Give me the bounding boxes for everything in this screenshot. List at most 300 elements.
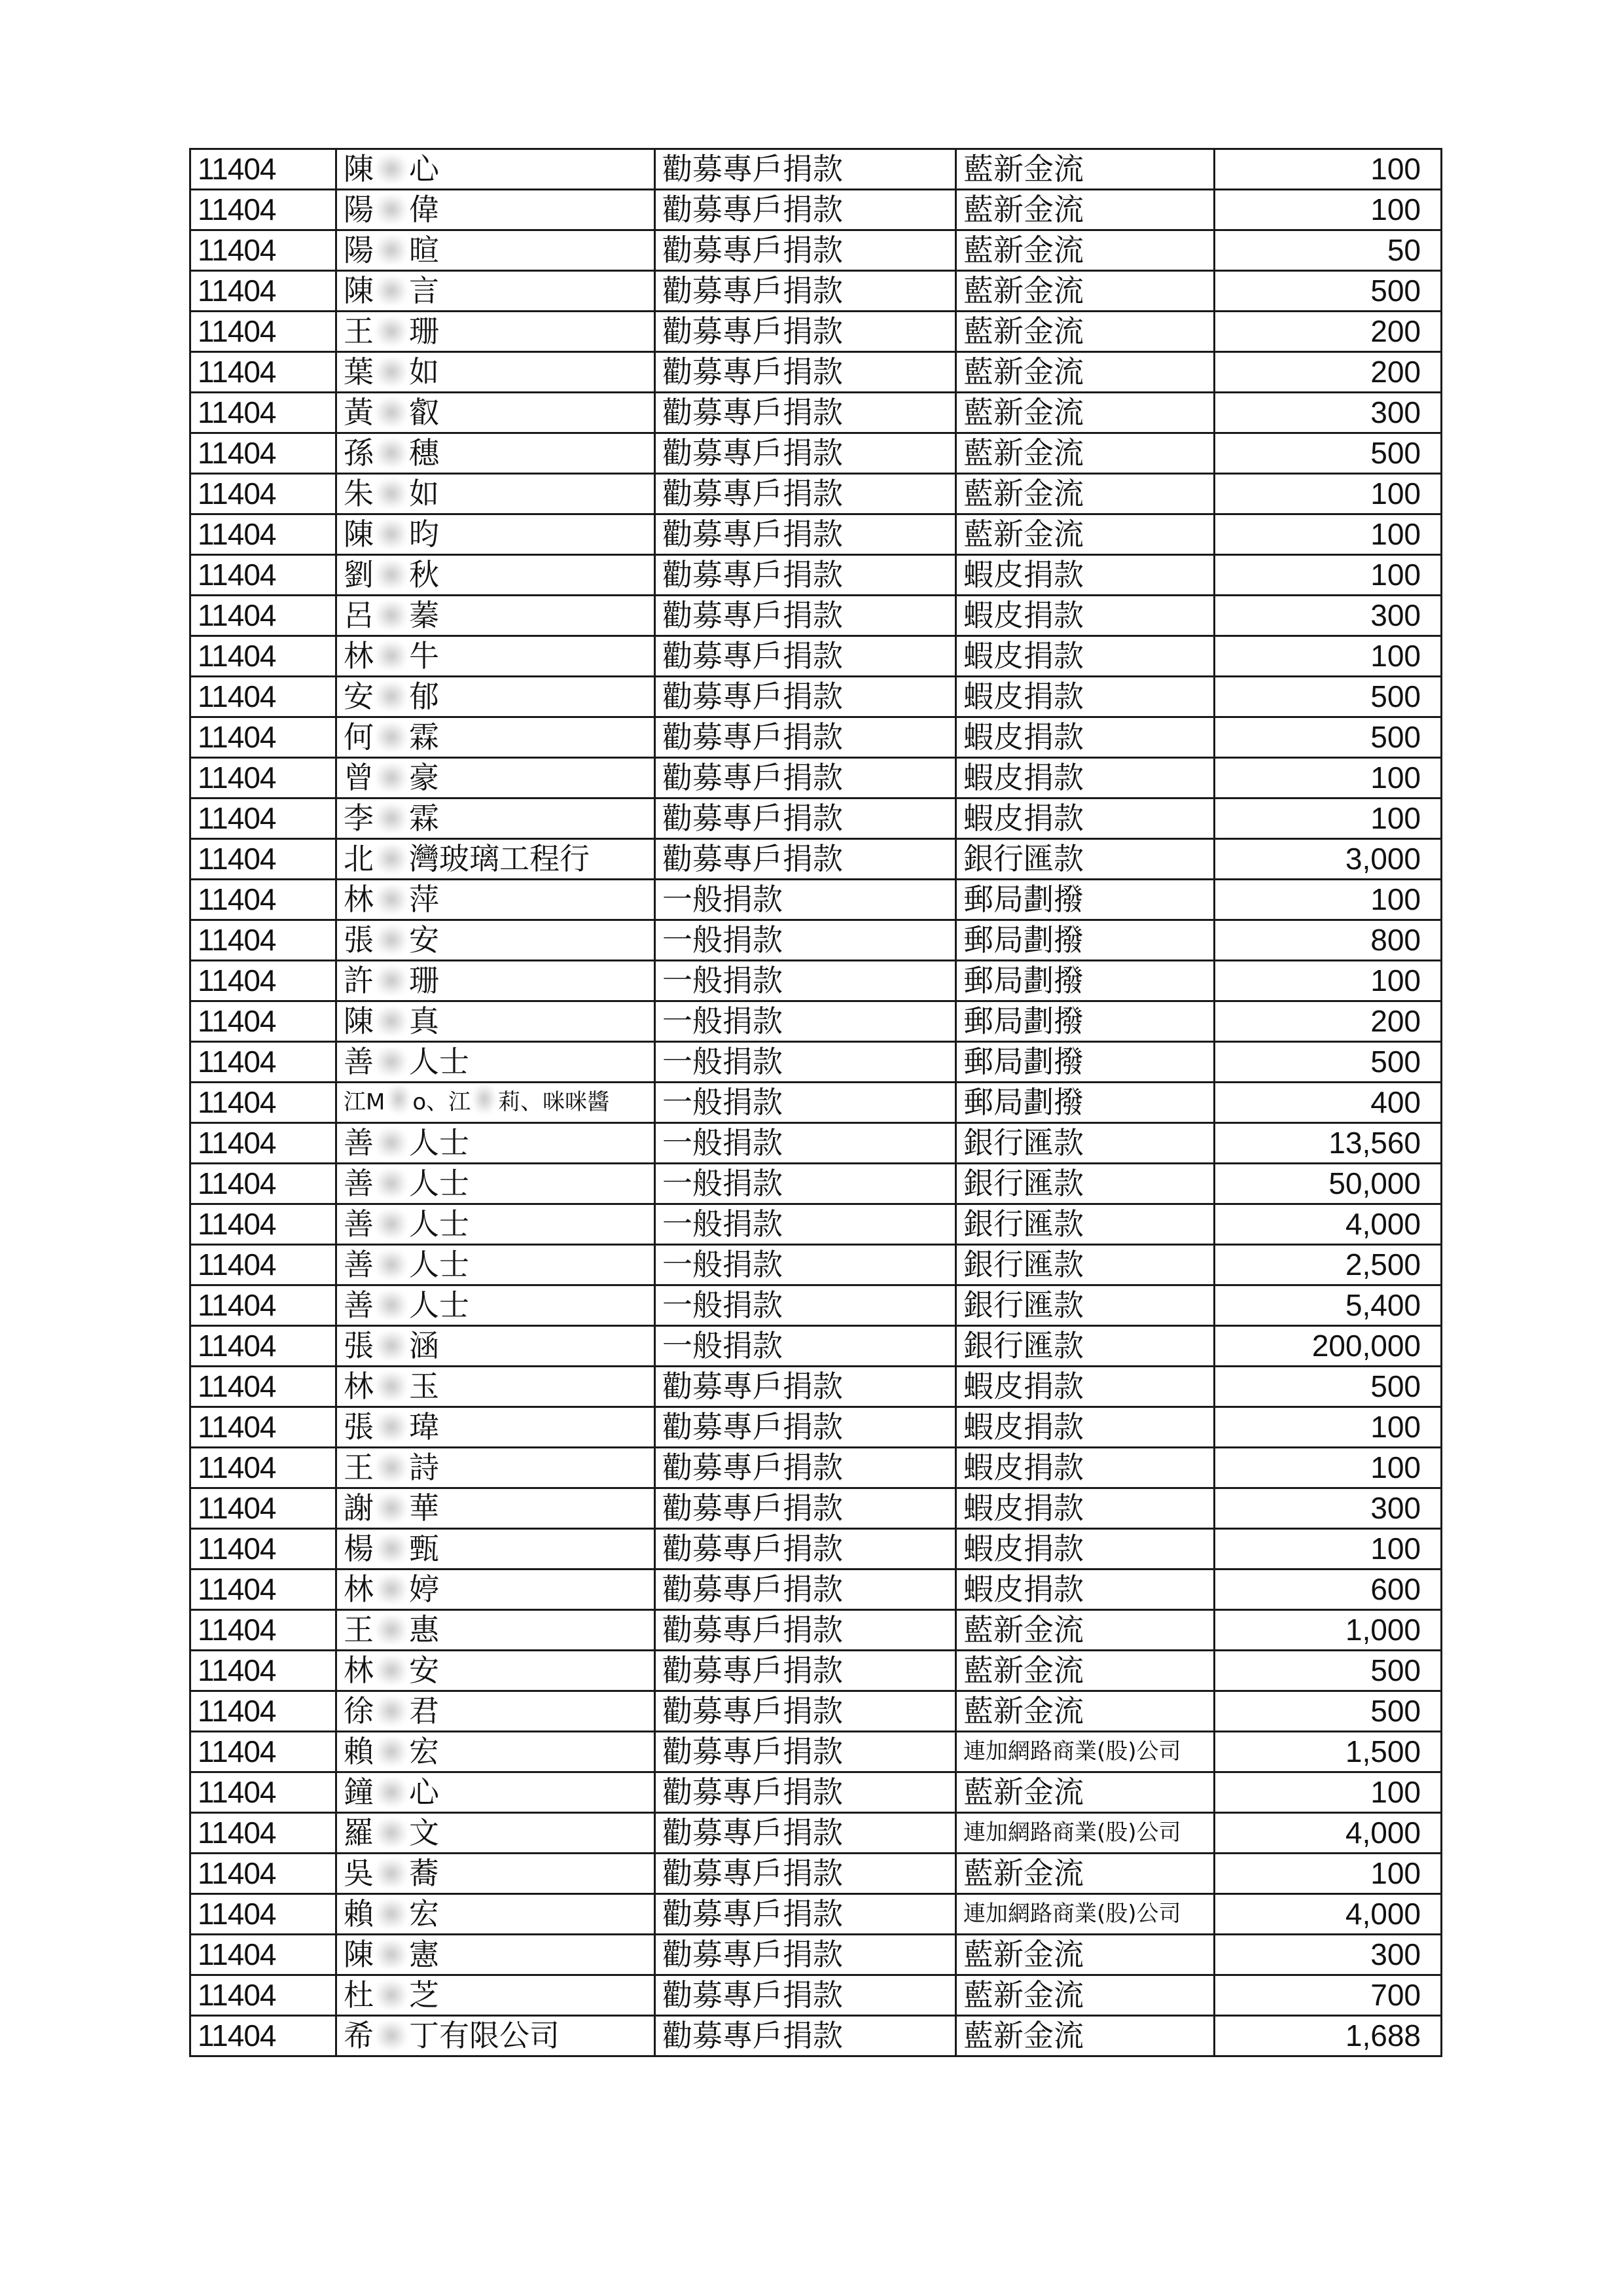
table-row bbox=[190, 1326, 1442, 1367]
period-cell: 11404 bbox=[190, 1894, 336, 1935]
donor-name-last: 芝 bbox=[409, 1977, 439, 2013]
table-row bbox=[190, 149, 1442, 190]
payment-channel-cell: 銀行匯款 bbox=[956, 1204, 1215, 1245]
table-row bbox=[190, 677, 1442, 717]
donation-type-cell: 一般捐款 bbox=[655, 961, 956, 1001]
donor-name-cell bbox=[336, 1083, 655, 1123]
donation-ledger-table bbox=[189, 148, 1442, 2057]
donor-name-cell bbox=[336, 636, 655, 677]
donor-name-cell bbox=[336, 1691, 655, 1732]
donation-type-cell: 勸募專戶捐款 bbox=[655, 798, 956, 839]
amount-cell: 50,000 bbox=[1215, 1164, 1442, 1204]
table-row bbox=[190, 839, 1442, 880]
donor-name-last: 蓁 bbox=[409, 598, 439, 633]
donor-name-cell bbox=[336, 839, 655, 880]
donation-type-cell: 一般捐款 bbox=[655, 1001, 956, 1042]
amount-cell: 100 bbox=[1215, 149, 1442, 190]
table-row bbox=[190, 1488, 1442, 1529]
donor-name-cell bbox=[336, 433, 655, 474]
donation-type-cell: 勸募專戶捐款 bbox=[655, 1691, 956, 1732]
table-row bbox=[190, 1935, 1442, 1975]
donor-name-last: 人士 bbox=[409, 1044, 469, 1079]
redaction-blur bbox=[473, 1085, 495, 1113]
donor-name-last: 如 bbox=[409, 476, 439, 511]
period-cell: 11404 bbox=[190, 717, 336, 758]
table-row bbox=[190, 271, 1442, 312]
donor-name-first: 張 bbox=[344, 922, 374, 958]
donation-type-cell: 勸募專戶捐款 bbox=[655, 555, 956, 596]
donation-type-cell: 勸募專戶捐款 bbox=[655, 758, 956, 798]
amount-cell: 100 bbox=[1215, 1448, 1442, 1488]
redaction-blur bbox=[376, 1007, 406, 1035]
period-cell: 11404 bbox=[190, 1651, 336, 1691]
donor-name-last: 人士 bbox=[409, 1125, 469, 1160]
payment-channel-cell: 蝦皮捐款 bbox=[956, 758, 1215, 798]
amount-cell: 100 bbox=[1215, 1772, 1442, 1813]
payment-channel-cell: 蝦皮捐款 bbox=[956, 1570, 1215, 1610]
table-row bbox=[190, 1529, 1442, 1570]
table-row bbox=[190, 758, 1442, 798]
redaction-blur bbox=[376, 1615, 406, 1644]
period-cell: 11404 bbox=[190, 1083, 336, 1123]
donor-name-cell bbox=[336, 190, 655, 230]
donor-name-last: 宏 bbox=[409, 1734, 439, 1769]
period-cell: 11404 bbox=[190, 1123, 336, 1164]
period-cell: 11404 bbox=[190, 636, 336, 677]
payment-channel-cell: 藍新金流 bbox=[956, 1975, 1215, 2016]
donor-name-last: 安 bbox=[409, 1653, 439, 1688]
amount-cell: 4,000 bbox=[1215, 1204, 1442, 1245]
donation-type-cell: 一般捐款 bbox=[655, 880, 956, 920]
donation-type-cell: 勸募專戶捐款 bbox=[655, 1935, 956, 1975]
redaction-blur bbox=[376, 1981, 406, 2009]
payment-channel-cell: 藍新金流 bbox=[956, 190, 1215, 230]
payment-channel-cell: 郵局劃撥 bbox=[956, 1001, 1215, 1042]
donor-name-cell bbox=[336, 474, 655, 514]
donor-name-last: 詩 bbox=[409, 1450, 439, 1485]
payment-channel-cell: 藍新金流 bbox=[956, 352, 1215, 393]
donation-type-cell: 勸募專戶捐款 bbox=[655, 230, 956, 271]
donation-type-cell: 勸募專戶捐款 bbox=[655, 433, 956, 474]
donor-name-first: 林 bbox=[344, 638, 374, 673]
donation-ledger-body bbox=[190, 149, 1442, 2056]
table-row bbox=[190, 1245, 1442, 1285]
donation-type-cell: 一般捐款 bbox=[655, 1204, 956, 1245]
redaction-blur bbox=[376, 925, 406, 954]
period-cell: 11404 bbox=[190, 1570, 336, 1610]
redaction-blur bbox=[376, 154, 406, 183]
donor-name-first: 葉 bbox=[344, 354, 374, 389]
donor-name-first: 陽 bbox=[344, 232, 374, 268]
donor-name-cell bbox=[336, 1326, 655, 1367]
payment-channel-cell: 蝦皮捐款 bbox=[956, 1407, 1215, 1448]
payment-channel-cell: 銀行匯款 bbox=[956, 1164, 1215, 1204]
redaction-blur bbox=[376, 763, 406, 792]
payment-channel-cell: 連加網路商業(股)公司 bbox=[956, 1894, 1215, 1935]
payment-channel-cell: 藍新金流 bbox=[956, 1772, 1215, 1813]
period-cell: 11404 bbox=[190, 1367, 336, 1407]
table-row bbox=[190, 1732, 1442, 1772]
donor-name-first: 陳 bbox=[344, 1003, 374, 1039]
donor-name-last: 華 bbox=[409, 1490, 439, 1526]
donor-name-cell bbox=[336, 352, 655, 393]
donor-name-first: 王 bbox=[344, 1612, 374, 1647]
period-cell: 11404 bbox=[190, 514, 336, 555]
amount-cell: 100 bbox=[1215, 514, 1442, 555]
payment-channel-cell: 銀行匯款 bbox=[956, 1245, 1215, 1285]
donor-name-first: 善 bbox=[344, 1166, 374, 1201]
donor-name-cell bbox=[336, 1975, 655, 2016]
table-row bbox=[190, 1367, 1442, 1407]
donor-name-cell bbox=[336, 717, 655, 758]
table-row bbox=[190, 352, 1442, 393]
redaction-blur bbox=[376, 1453, 406, 1482]
redaction-blur bbox=[376, 1575, 406, 1604]
donor-name-last: 涵 bbox=[409, 1328, 439, 1363]
table-row bbox=[190, 1285, 1442, 1326]
donor-name-first: 陳 bbox=[344, 1937, 374, 1972]
donation-type-cell: 勸募專戶捐款 bbox=[655, 1813, 956, 1854]
donor-name-cell bbox=[336, 1772, 655, 1813]
redaction-blur bbox=[376, 520, 406, 548]
donor-name-first: 林 bbox=[344, 1369, 374, 1404]
period-cell: 11404 bbox=[190, 1245, 336, 1285]
redaction-blur bbox=[376, 1250, 406, 1279]
redaction-blur bbox=[376, 601, 406, 630]
donation-type-cell: 勸募專戶捐款 bbox=[655, 1407, 956, 1448]
redaction-blur bbox=[376, 1412, 406, 1441]
amount-cell: 500 bbox=[1215, 1691, 1442, 1732]
period-cell: 11404 bbox=[190, 1529, 336, 1570]
donor-name-cell bbox=[336, 1570, 655, 1610]
period-cell: 11404 bbox=[190, 1610, 336, 1651]
donation-type-cell: 一般捐款 bbox=[655, 1245, 956, 1285]
amount-cell: 100 bbox=[1215, 758, 1442, 798]
donor-name-cell bbox=[336, 1001, 655, 1042]
donation-type-cell: 勸募專戶捐款 bbox=[655, 839, 956, 880]
donor-name-last: o、江 bbox=[412, 1089, 471, 1115]
redaction-blur bbox=[376, 1899, 406, 1928]
payment-channel-cell: 蝦皮捐款 bbox=[956, 1529, 1215, 1570]
redaction-blur bbox=[376, 723, 406, 751]
period-cell: 11404 bbox=[190, 1975, 336, 2016]
table-row bbox=[190, 433, 1442, 474]
payment-channel-cell: 郵局劃撥 bbox=[956, 1042, 1215, 1083]
donor-name-first: 吳 bbox=[344, 1856, 374, 1891]
donation-type-cell: 一般捐款 bbox=[655, 1326, 956, 1367]
redaction-blur bbox=[376, 1859, 406, 1888]
donor-name-cell bbox=[336, 230, 655, 271]
period-cell: 11404 bbox=[190, 230, 336, 271]
redaction-blur bbox=[376, 1494, 406, 1522]
donor-name-first: 張 bbox=[344, 1409, 374, 1444]
donor-name-last: 婷 bbox=[409, 1571, 439, 1607]
redaction-blur bbox=[376, 1940, 406, 1969]
donor-name-last: 甄 bbox=[409, 1531, 439, 1566]
payment-channel-cell: 蝦皮捐款 bbox=[956, 555, 1215, 596]
payment-channel-cell: 蝦皮捐款 bbox=[956, 1488, 1215, 1529]
donor-name-cell bbox=[336, 1935, 655, 1975]
table-row bbox=[190, 717, 1442, 758]
donation-type-cell: 一般捐款 bbox=[655, 1042, 956, 1083]
table-row bbox=[190, 1894, 1442, 1935]
amount-cell: 100 bbox=[1215, 798, 1442, 839]
period-cell: 11404 bbox=[190, 190, 336, 230]
period-cell: 11404 bbox=[190, 1285, 336, 1326]
donation-type-cell: 勸募專戶捐款 bbox=[655, 271, 956, 312]
amount-cell: 4,000 bbox=[1215, 1894, 1442, 1935]
donor-name-cell bbox=[336, 1204, 655, 1245]
donation-type-cell: 勸募專戶捐款 bbox=[655, 352, 956, 393]
table-row bbox=[190, 1854, 1442, 1894]
period-cell: 11404 bbox=[190, 1042, 336, 1083]
period-cell: 11404 bbox=[190, 474, 336, 514]
donation-type-cell: 勸募專戶捐款 bbox=[655, 677, 956, 717]
donor-name-cell bbox=[336, 1854, 655, 1894]
donation-type-cell: 一般捐款 bbox=[655, 1083, 956, 1123]
payment-channel-cell: 蝦皮捐款 bbox=[956, 636, 1215, 677]
donor-name-cell bbox=[336, 1407, 655, 1448]
donor-name-first: 曾 bbox=[344, 760, 374, 795]
donor-name-first: 賴 bbox=[344, 1896, 374, 1931]
donor-name-first: 許 bbox=[344, 963, 374, 998]
donor-name-cell bbox=[336, 1042, 655, 1083]
donation-type-cell: 勸募專戶捐款 bbox=[655, 2016, 956, 2056]
donor-name-last: 秋 bbox=[409, 557, 439, 592]
donor-name-cell bbox=[336, 1813, 655, 1854]
payment-channel-cell: 藍新金流 bbox=[956, 1651, 1215, 1691]
period-cell: 11404 bbox=[190, 1772, 336, 1813]
donor-name-last: 玉 bbox=[409, 1369, 439, 1404]
period-cell: 11404 bbox=[190, 1488, 336, 1529]
donor-name-cell bbox=[336, 1610, 655, 1651]
period-cell: 11404 bbox=[190, 1935, 336, 1975]
donor-name-last: 叡 bbox=[409, 395, 439, 430]
donor-name-first: 善 bbox=[344, 1247, 374, 1282]
amount-cell: 3,000 bbox=[1215, 839, 1442, 880]
donor-name-first: 希 bbox=[344, 2018, 374, 2053]
donor-name-first: 江M bbox=[344, 1089, 385, 1115]
period-cell: 11404 bbox=[190, 352, 336, 393]
donor-name-first: 陳 bbox=[344, 151, 374, 187]
donor-name-cell bbox=[336, 1529, 655, 1570]
amount-cell: 500 bbox=[1215, 677, 1442, 717]
donor-name-first: 林 bbox=[344, 1571, 374, 1607]
amount-cell: 1,688 bbox=[1215, 2016, 1442, 2056]
amount-cell: 100 bbox=[1215, 190, 1442, 230]
donor-name-last: 郁 bbox=[409, 679, 439, 714]
redaction-blur bbox=[376, 641, 406, 670]
redaction-blur bbox=[376, 195, 406, 224]
table-row bbox=[190, 1651, 1442, 1691]
payment-channel-cell: 銀行匯款 bbox=[956, 1326, 1215, 1367]
payment-channel-cell: 銀行匯款 bbox=[956, 1285, 1215, 1326]
donor-name-last: 心 bbox=[409, 151, 439, 187]
table-row bbox=[190, 1813, 1442, 1854]
table-row bbox=[190, 1772, 1442, 1813]
donor-name-first: 陽 bbox=[344, 192, 374, 227]
donor-name-cell bbox=[336, 1245, 655, 1285]
amount-cell: 300 bbox=[1215, 1935, 1442, 1975]
payment-channel-cell: 藍新金流 bbox=[956, 1610, 1215, 1651]
table-row bbox=[190, 1407, 1442, 1448]
donor-name-last: 人士 bbox=[409, 1206, 469, 1242]
table-row bbox=[190, 636, 1442, 677]
redaction-blur bbox=[376, 1291, 406, 1319]
donor-name-first: 王 bbox=[344, 1450, 374, 1485]
donor-name-last: 心 bbox=[409, 1774, 439, 1810]
table-row bbox=[190, 230, 1442, 271]
amount-cell: 200 bbox=[1215, 352, 1442, 393]
redaction-blur bbox=[376, 317, 406, 346]
donation-type-cell: 勸募專戶捐款 bbox=[655, 149, 956, 190]
donation-type-cell: 勸募專戶捐款 bbox=[655, 1854, 956, 1894]
donor-name-last: 珊 bbox=[409, 963, 439, 998]
donor-name-last: 人士 bbox=[409, 1247, 469, 1282]
table-row bbox=[190, 1083, 1442, 1123]
payment-channel-cell: 蝦皮捐款 bbox=[956, 1367, 1215, 1407]
donor-name-cell bbox=[336, 961, 655, 1001]
donation-type-cell: 勸募專戶捐款 bbox=[655, 474, 956, 514]
donor-name-cell bbox=[336, 1894, 655, 1935]
donation-type-cell: 勸募專戶捐款 bbox=[655, 596, 956, 636]
redaction-blur bbox=[376, 479, 406, 508]
redaction-blur bbox=[376, 844, 406, 873]
period-cell: 11404 bbox=[190, 1204, 336, 1245]
table-row bbox=[190, 1042, 1442, 1083]
donor-name-cell bbox=[336, 393, 655, 433]
donor-name-cell bbox=[336, 2016, 655, 2056]
payment-channel-cell: 藍新金流 bbox=[956, 433, 1215, 474]
donor-name-last: 灣玻璃工程行 bbox=[409, 841, 590, 876]
donor-name-last: 文 bbox=[409, 1815, 439, 1850]
redaction-blur bbox=[376, 1169, 406, 1198]
donor-name-cell bbox=[336, 149, 655, 190]
period-cell: 11404 bbox=[190, 596, 336, 636]
redaction-blur bbox=[376, 276, 406, 305]
donation-type-cell: 一般捐款 bbox=[655, 920, 956, 961]
donor-name-first: 王 bbox=[344, 314, 374, 349]
donor-name-first: 呂 bbox=[344, 598, 374, 633]
amount-cell: 100 bbox=[1215, 1407, 1442, 1448]
redaction-blur bbox=[376, 1696, 406, 1725]
donor-name-first: 安 bbox=[344, 679, 374, 714]
donor-name-last: 瑋 bbox=[409, 1409, 439, 1444]
donor-name-last: 如 bbox=[409, 354, 439, 389]
donation-type-cell: 勸募專戶捐款 bbox=[655, 717, 956, 758]
payment-channel-cell: 藍新金流 bbox=[956, 393, 1215, 433]
donation-type-cell: 勸募專戶捐款 bbox=[655, 1651, 956, 1691]
donor-name-first: 何 bbox=[344, 719, 374, 755]
period-cell: 11404 bbox=[190, 433, 336, 474]
period-cell: 11404 bbox=[190, 839, 336, 880]
amount-cell: 100 bbox=[1215, 961, 1442, 1001]
table-row bbox=[190, 312, 1442, 352]
table-row bbox=[190, 1123, 1442, 1164]
period-cell: 11404 bbox=[190, 880, 336, 920]
donation-type-cell: 勸募專戶捐款 bbox=[655, 1772, 956, 1813]
payment-channel-cell: 藍新金流 bbox=[956, 514, 1215, 555]
donor-name-first: 謝 bbox=[344, 1490, 374, 1526]
payment-channel-cell: 郵局劃撥 bbox=[956, 920, 1215, 961]
donor-name-first: 北 bbox=[344, 841, 374, 876]
redaction-blur bbox=[376, 1737, 406, 1766]
donor-name-last: 憲 bbox=[409, 1937, 439, 1972]
table-row bbox=[190, 1001, 1442, 1042]
donor-name-last: 惠 bbox=[409, 1612, 439, 1647]
period-cell: 11404 bbox=[190, 961, 336, 1001]
donor-name-last: 真 bbox=[409, 1003, 439, 1039]
donor-name-first: 羅 bbox=[344, 1815, 374, 1850]
donor-name-last: 霖 bbox=[409, 719, 439, 755]
amount-cell: 200 bbox=[1215, 312, 1442, 352]
donor-name-last: 丁有限公司 bbox=[409, 2018, 560, 2053]
redaction-blur bbox=[376, 1210, 406, 1238]
payment-channel-cell: 連加網路商業(股)公司 bbox=[956, 1813, 1215, 1854]
donor-name-cell bbox=[336, 1367, 655, 1407]
donation-type-cell: 勸募專戶捐款 bbox=[655, 1448, 956, 1488]
donor-name-first: 善 bbox=[344, 1206, 374, 1242]
period-cell: 11404 bbox=[190, 393, 336, 433]
donation-type-cell: 一般捐款 bbox=[655, 1123, 956, 1164]
payment-channel-cell: 藍新金流 bbox=[956, 1935, 1215, 1975]
donor-name-last: 昀 bbox=[409, 516, 439, 552]
amount-cell: 1,000 bbox=[1215, 1610, 1442, 1651]
donor-name-cell bbox=[336, 1488, 655, 1529]
donor-name-last: 暄 bbox=[409, 232, 439, 268]
donor-name-cell bbox=[336, 514, 655, 555]
donation-type-cell: 一般捐款 bbox=[655, 1285, 956, 1326]
donor-name-first: 陳 bbox=[344, 273, 374, 308]
donation-type-cell: 勸募專戶捐款 bbox=[655, 1610, 956, 1651]
donor-name-cell bbox=[336, 312, 655, 352]
amount-cell: 700 bbox=[1215, 1975, 1442, 2016]
table-row bbox=[190, 2016, 1442, 2056]
donor-name-last: 萍 bbox=[409, 882, 439, 917]
donation-type-cell: 勸募專戶捐款 bbox=[655, 393, 956, 433]
donor-name-cell bbox=[336, 1651, 655, 1691]
donor-name-first: 李 bbox=[344, 800, 374, 836]
donor-name-cell bbox=[336, 1123, 655, 1164]
payment-channel-cell: 藍新金流 bbox=[956, 2016, 1215, 2056]
donation-type-cell: 勸募專戶捐款 bbox=[655, 1975, 956, 2016]
donor-name-first: 鐘 bbox=[344, 1774, 374, 1810]
donor-name-last: 安 bbox=[409, 922, 439, 958]
donor-name-cell bbox=[336, 920, 655, 961]
donor-name-first: 林 bbox=[344, 882, 374, 917]
table-row bbox=[190, 514, 1442, 555]
period-cell: 11404 bbox=[190, 271, 336, 312]
payment-channel-cell: 蝦皮捐款 bbox=[956, 677, 1215, 717]
table-row bbox=[190, 596, 1442, 636]
donor-name-last: 宏 bbox=[409, 1896, 439, 1931]
redaction-blur bbox=[376, 1331, 406, 1360]
donor-name-first: 張 bbox=[344, 1328, 374, 1363]
period-cell: 11404 bbox=[190, 1001, 336, 1042]
period-cell: 11404 bbox=[190, 149, 336, 190]
payment-channel-cell: 藍新金流 bbox=[956, 1691, 1215, 1732]
amount-cell: 100 bbox=[1215, 555, 1442, 596]
amount-cell: 300 bbox=[1215, 1488, 1442, 1529]
donor-name-cell bbox=[336, 1448, 655, 1488]
table-row bbox=[190, 393, 1442, 433]
donor-name-cell bbox=[336, 798, 655, 839]
amount-cell: 500 bbox=[1215, 1042, 1442, 1083]
donor-name-first: 孫 bbox=[344, 435, 374, 471]
donor-name-first: 徐 bbox=[344, 1693, 374, 1729]
donor-name-first: 楊 bbox=[344, 1531, 374, 1566]
donation-type-cell: 勸募專戶捐款 bbox=[655, 514, 956, 555]
